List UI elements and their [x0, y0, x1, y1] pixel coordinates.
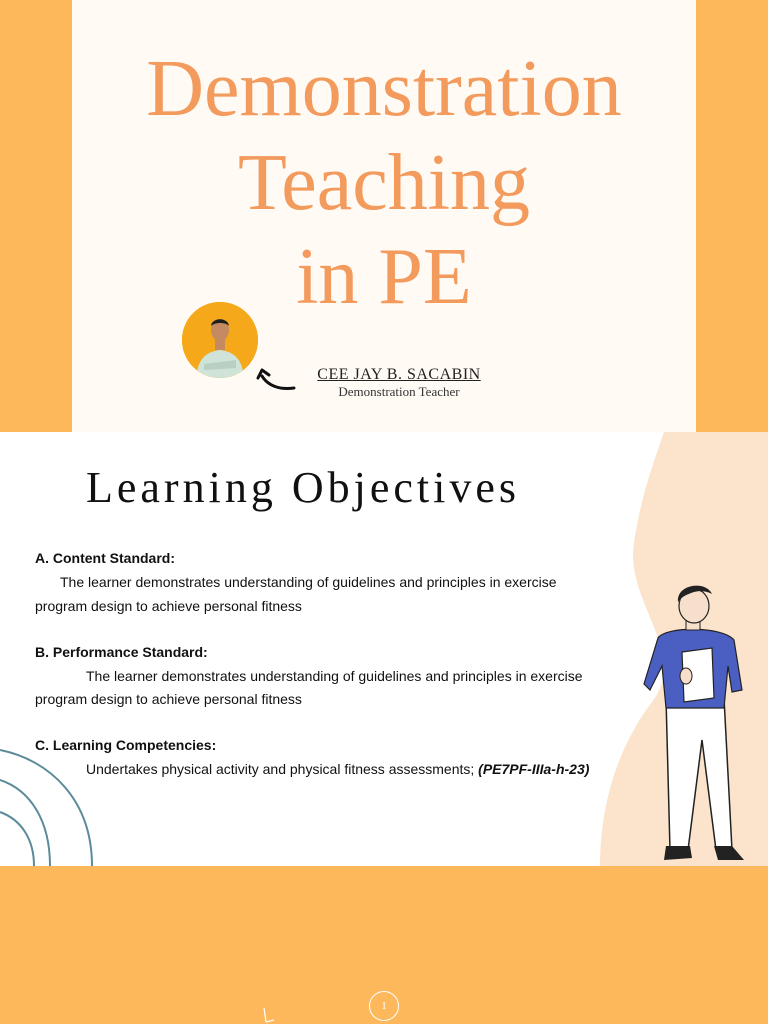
section-heading: Learning Objectives	[86, 463, 520, 512]
teacher-role: Demonstration Teacher	[338, 384, 460, 399]
standing-teacher-illustration	[636, 580, 754, 870]
learning-competencies-text: Undertakes physical activity and physical fitness assessments;	[86, 761, 479, 777]
teacher-photo-icon	[182, 302, 258, 378]
decorative-tick	[262, 1006, 276, 1024]
learning-competencies-line	[86, 761, 589, 777]
content-standard-line-1: The learner demonstrates understanding of guidelines and principles in exercise	[60, 574, 557, 590]
competency-code: (PE7PF-IIIa-h-23)	[478, 761, 590, 777]
title-line-2: Teaching	[237, 139, 531, 227]
learning-competencies-label: C. Learning Competencies:	[35, 737, 217, 753]
document-title	[72, 42, 696, 324]
performance-standard-line-2: program design to achieve personal fitness	[35, 691, 302, 707]
right-accent-band	[696, 0, 768, 432]
page-number: 1	[369, 991, 399, 1021]
performance-standard-line-1: The learner demonstrates understanding of guidelines and principles in exercise	[86, 668, 583, 684]
content-standard-line-2: program design to achieve personal fitness	[35, 598, 302, 614]
teacher-name: CEE JAY B. SACABIN	[317, 366, 481, 383]
title-line-1: Demonstration	[146, 45, 622, 133]
title-line-3: in PE	[296, 233, 472, 321]
performance-standard-label: B. Performance Standard:	[35, 644, 208, 660]
teacher-avatar	[182, 302, 258, 378]
curved-arrow-icon	[254, 366, 298, 394]
left-accent-band	[0, 0, 72, 432]
content-standard-label: A. Content Standard:	[35, 550, 175, 566]
decorative-swirl	[0, 740, 110, 866]
